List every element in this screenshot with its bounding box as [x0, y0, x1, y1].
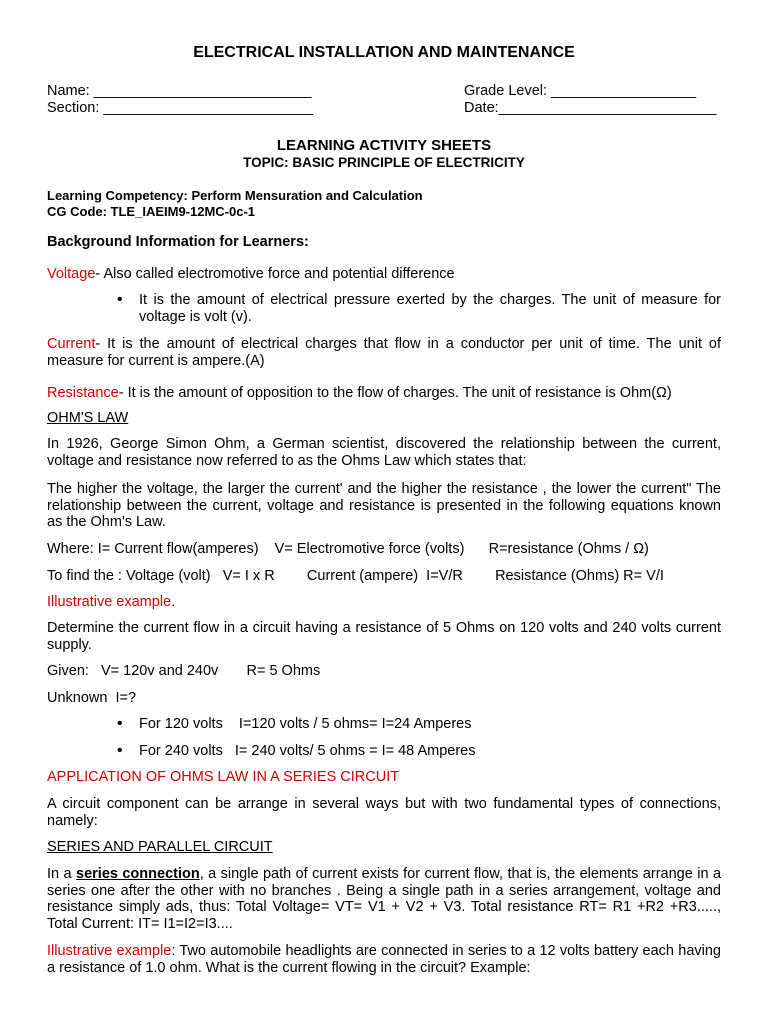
date-field-label: Date:___________________________: [464, 100, 717, 116]
series-connection-term: series connection: [76, 866, 200, 882]
document-title: ELECTRICAL INSTALLATION AND MAINTENANCE: [193, 44, 575, 61]
voltage-definition: [47, 266, 455, 282]
cg-code: CG Code: TLE_IAEIM9-12MC-0c-1: [47, 204, 256, 219]
current-term: Current: [47, 336, 96, 352]
grade-level-field-label: Grade Level: __________________: [464, 83, 697, 99]
bullet-icon: •: [117, 291, 123, 308]
voltage-bullet-text: It is the amount of electrical pressure exerted by the charges. The unit of measure for voltage is volt (v).: [139, 292, 721, 325]
resistance-term: Resistance: [47, 385, 119, 401]
topic-title: TOPIC: BASIC PRINCIPLE OF ELECTRICITY: [243, 155, 525, 170]
bullet-icon: •: [117, 715, 123, 732]
example-given: Given: V= 120v and 240v R= 5 Ohms: [47, 663, 321, 679]
series-circuit-heading: APPLICATION OF OHMS LAW IN A SERIES CIRCUIT: [47, 769, 400, 785]
series-prefix: In a: [47, 866, 77, 882]
series-example-label: Illustrative example: [47, 943, 172, 959]
series-connection-paragraph: [47, 866, 721, 933]
ohms-law-history: In 1926, George Simon Ohm, a German scientist, discovered the relationship between the current, voltage and resistance now referred to as the Ohms Law which states that:: [47, 436, 721, 469]
ohms-law-where: Where: I= Current flow(amperes) V= Electromotive force (volts) R=resistance (Ohms / Ω): [47, 541, 649, 557]
name-field-label: Name: ___________________________: [47, 83, 312, 99]
example-label: Illustrative example: [47, 594, 172, 610]
series-parallel-heading: SERIES AND PARALLEL CIRCUIT: [47, 839, 273, 855]
sheet-title: LEARNING ACTIVITY SHEETS: [276, 137, 492, 154]
resistance-definition: [47, 385, 672, 401]
series-example-text: : Two automobile headlights are connected in series to a 12 volts battery each having a resistance of 1.0 ohm. What is the current flowing in the circuit? Example:: [47, 943, 721, 976]
ohms-law-heading: OHM'S LAW: [47, 410, 129, 426]
example-period: .: [171, 594, 176, 610]
example-unknown: Unknown I=?: [47, 690, 137, 706]
current-def-text: - It is the amount of electrical charges that flow in a conductor per unit of time. The unit of measure for current is ampere.(A): [47, 336, 721, 369]
series-example: [47, 943, 721, 976]
example-problem: Determine the current flow in a circuit having a resistance of 5 Ohms on 120 volts and 240 volts current supply.: [47, 620, 721, 653]
ohms-law-formulas: To find the : Voltage (volt) V= I x R Current (ampere) I=V/R Resistance (Ohms) R= V/I: [47, 568, 664, 584]
learning-competency: Learning Competency: Perform Mensuration and Calculation: [47, 188, 423, 203]
current-definition: [47, 336, 721, 369]
section-field-label: Section: __________________________: [47, 100, 314, 116]
series-rest: , a single path of current exists for current flow, that is, the elements arrange in a series one after the other with no branches . Being a single path in a series arrangement, voltage and resistance simply ads, thus: Total Voltage= VT= V1 + V2 + V3. Total resistance RT= R1 +R2 +R3....., Total Current: IT= I1=I2=I3....: [47, 866, 722, 933]
ohms-law-statement: The higher the voltage, the larger the current' and the higher the resistance , the lower the current" The relationship between the current, voltage and resistance is presented in the following equations known as the Ohm's Law.: [47, 481, 721, 531]
illustrative-example-1: [47, 594, 175, 610]
voltage-term: Voltage: [47, 266, 96, 282]
bullet-icon: •: [117, 742, 123, 759]
background-heading: Background Information for Learners:: [47, 234, 309, 250]
voltage-def-text: - Also called electromotive force and potential difference: [95, 266, 455, 282]
resistance-def-text: - It is the amount of opposition to the flow of charges. The unit of resistance is Ohm(Ω): [118, 385, 672, 401]
solution-120v: For 120 volts I=120 volts / 5 ohms= I=24 Amperes: [139, 716, 472, 732]
solution-240v: For 240 volts I= 240 volts/ 5 ohms = I= 48 Amperes: [139, 743, 476, 759]
series-intro: A circuit component can be arrange in several ways but with two fundamental types of connections, namely:: [47, 796, 721, 829]
